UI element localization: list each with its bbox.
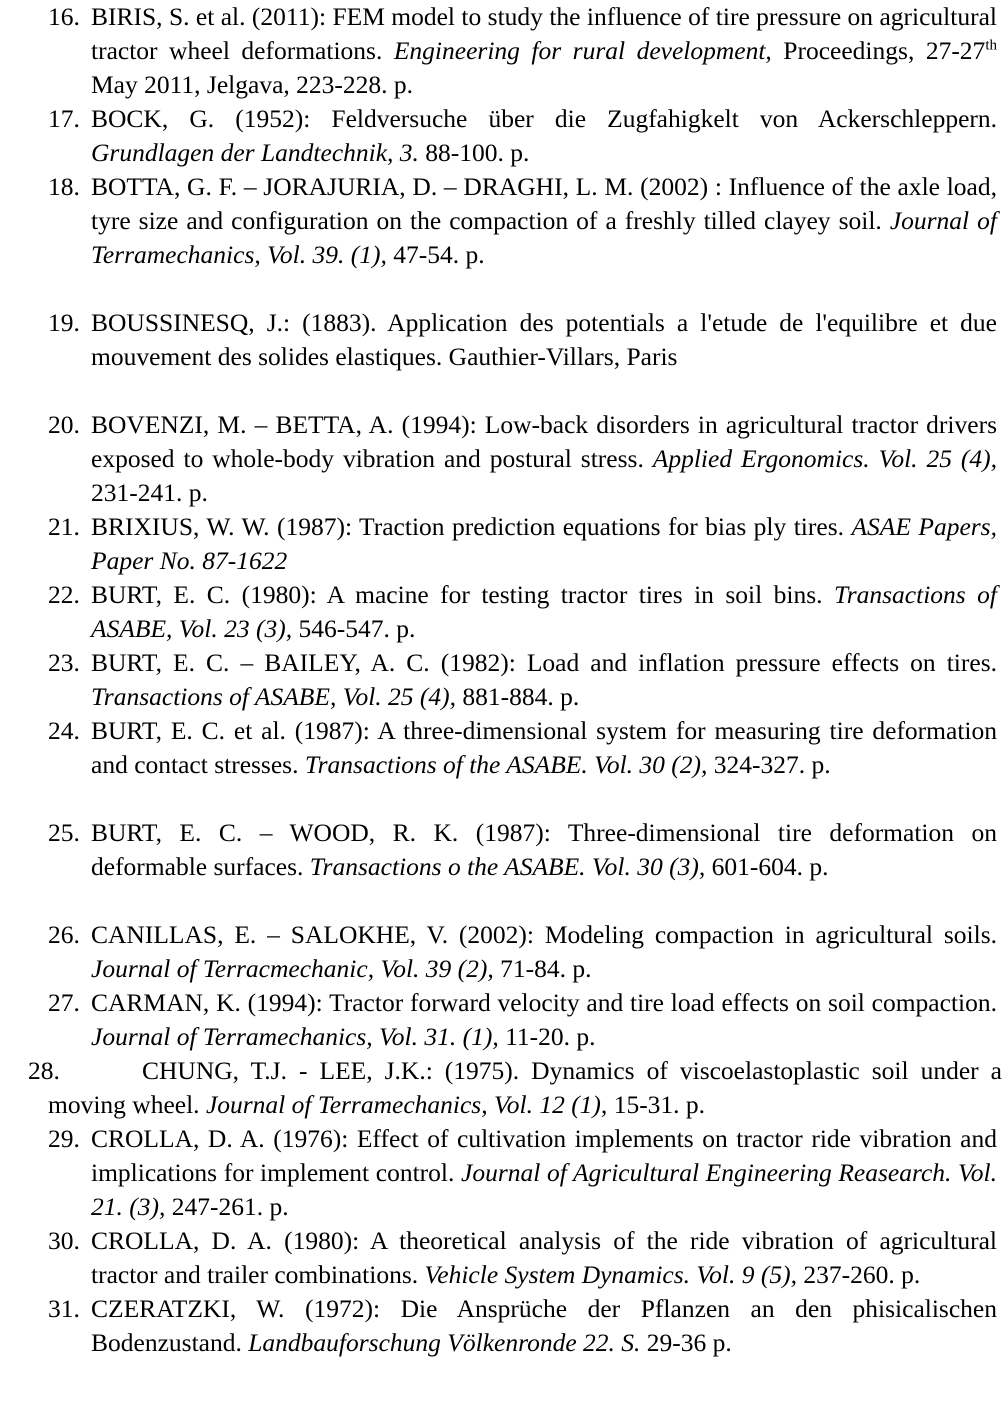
reference-source-italic: Journal of Terramechanics, Vol. 31. (1), [91, 1022, 499, 1051]
reference-number: 31. [48, 1294, 80, 1323]
reference-text: 15-31. p. [607, 1090, 706, 1119]
reference-number: 26. [48, 920, 80, 949]
reference-item [48, 646, 997, 714]
reference-item [48, 170, 997, 272]
reference-item [48, 714, 997, 782]
reference-text: 601-604. p. [705, 852, 829, 881]
reference-text: BRIXIUS, W. W. (1987): Traction prediction equations for bias ply tires. [91, 512, 852, 541]
reference-item [48, 1122, 997, 1224]
reference-item [48, 986, 997, 1054]
reference-text: 546-547. p. [292, 614, 416, 643]
reference-source-italic: ASAE Papers, Paper No. 87-1622 [91, 512, 997, 575]
reference-text: CANILLAS, E. – SALOKHE, V. (2002): Modeling compaction in agricultural soils. [91, 920, 997, 949]
reference-text: BOCK, G. (1952): Feldversuche über die Zugfahigkelt von Ackerschleppern. [91, 104, 997, 133]
reference-text: 71-84. p. [493, 954, 592, 983]
reference-number: 21. [48, 512, 80, 541]
reference-text: BURT, E. C. – BAILEY, A. C. (1982): Load and inflation pressure effects on tires. [91, 648, 997, 677]
reference-number: 19. [48, 308, 80, 337]
reference-source-italic: Grundlagen der Landtechnik, 3. [91, 138, 419, 167]
reference-text: BURT, E. C. et al. (1987): A three-dimensional system for measuring tire deformation and contact stresses. [91, 716, 997, 779]
reference-text: May 2011, Jelgava, 223-228. p. [91, 70, 413, 99]
reference-item [48, 306, 997, 374]
reference-source-italic: Engineering for rural development, [393, 36, 772, 65]
reference-item [48, 816, 997, 884]
reference-text: 231-241. p. [91, 478, 208, 507]
reference-text: 324-327. p. [707, 750, 831, 779]
reference-text: Proceedings, 27-27 [771, 36, 986, 65]
reference-item [48, 1224, 997, 1292]
reference-source-italic: Journal of Terramechanics, Vol. 12 (1), [205, 1090, 608, 1119]
reference-number: 29. [48, 1124, 80, 1153]
reference-number: 30. [48, 1226, 80, 1255]
reference-source-italic: Landbauforschung Völkenronde 22. S. [248, 1328, 641, 1357]
reference-text: BURT, E. C. – WOOD, R. K. (1987): Three-dimensional tire deformation on deformable surfaces. [91, 818, 997, 881]
reference-text: CROLLA, D. A. (1976): Effect of cultivation implements on tractor ride vibration and implications for implement control. [91, 1124, 997, 1187]
reference-source-italic: Transactions of the ASABE. Vol. 30 (2), [304, 750, 708, 779]
reference-text: BIRIS, S. et al. (2011): FEM model to study the influence of tire pressure on agricultural tractor wheel deformations. [91, 2, 997, 65]
reference-text: th [985, 37, 997, 54]
reference-source-italic: Journal of Terracmechanic, Vol. 39 (2), [91, 954, 494, 983]
reference-text: BOVENZI, M. – BETTA, A. (1994): Low-back disorders in agricultural tractor drivers exposed to whole-body vibration and postural stress. [91, 410, 997, 473]
reference-item [48, 1292, 997, 1360]
reference-source-italic: Journal of Terramechanics, Vol. 39. (1), [91, 206, 997, 269]
reference-text: CROLLA, D. A. (1980): A theoretical analysis of the ride vibration of agricultural tractor and trailer combinations. [91, 1226, 997, 1289]
reference-text: CARMAN, K. (1994): Tractor forward velocity and tire load effects on soil compaction. [91, 988, 997, 1017]
reference-text: 881-884. p. [456, 682, 580, 711]
reference-item [0, 1054, 1002, 1122]
reference-item [48, 102, 997, 170]
reference-source-italic: Transactions of ASABE, Vol. 25 (4), [91, 682, 457, 711]
reference-item [48, 918, 997, 986]
reference-number: 25. [48, 818, 80, 847]
reference-source-italic: Applied Ergonomics. Vol. 25 (4), [652, 444, 997, 473]
reference-number: 27. [48, 988, 80, 1017]
reference-item [48, 578, 997, 646]
reference-text: BURT, E. C. (1980): A macine for testing tractor tires in soil bins. [91, 580, 834, 609]
reference-source-italic: Vehicle System Dynamics. Vol. 9 (5), [424, 1260, 797, 1289]
reference-number: 18. [48, 172, 80, 201]
reference-number: 24. [48, 716, 80, 745]
reference-number: 22. [48, 580, 80, 609]
reference-text: 88-100. p. [418, 138, 530, 167]
reference-source-italic: Transactions o the ASABE. Vol. 30 (3), [309, 852, 706, 881]
reference-item [48, 0, 997, 102]
reference-text: 47-54. p. [386, 240, 485, 269]
reference-item [48, 408, 997, 510]
reference-source-italic: Journal of Agricultural Engineering Reasearch. Vol. 21. (3), [91, 1158, 998, 1221]
reference-number: 28. [28, 1056, 60, 1085]
reference-text: BOUSSINESQ, J.: (1883). Application des potentials a l'etude de l'equilibre et due mouvement des solides elastiques. Gauthier-Villars, Paris [91, 308, 997, 371]
reference-number: 17. [48, 104, 80, 133]
reference-text: CHUNG, T.J. - LEE, J.K.: (1975). Dynamics of viscoelastoplastic soil under a moving wheel. [48, 1056, 1002, 1119]
reference-number: 16. [48, 2, 80, 31]
reference-text: BOTTA, G. F. – JORAJURIA, D. – DRAGHI, L. M. (2002) : Influence of the axle load, tyre size and configuration on the compaction of a freshly tilled clayey soil. [91, 172, 997, 235]
reference-text: 247-261. p. [165, 1192, 289, 1221]
reference-text: 11-20. p. [498, 1022, 596, 1051]
reference-source-italic: Transactions of ASABE, Vol. 23 (3), [91, 580, 997, 643]
reference-text: 237-260. p. [797, 1260, 921, 1289]
reference-number: 23. [48, 648, 80, 677]
reference-text: CZERATZKI, W. (1972): Die Ansprüche der Pflanzen an den phisicalischen Bodenzustand. [91, 1294, 997, 1357]
reference-text: 29-36 p. [640, 1328, 732, 1357]
reference-number: 20. [48, 410, 80, 439]
reference-item [48, 510, 997, 578]
